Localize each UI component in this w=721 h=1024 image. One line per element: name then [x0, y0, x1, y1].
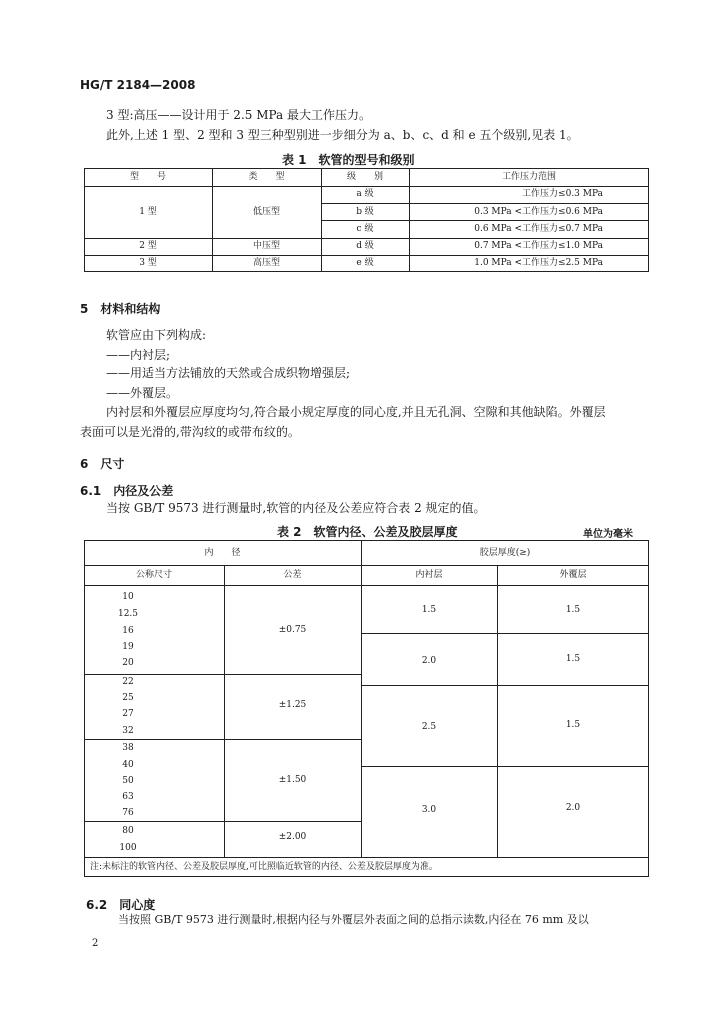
- table2-caption: 表 2 软管内径、公差及胶层厚度: [277, 525, 458, 539]
- nominal-size: 19: [122, 642, 134, 652]
- nominal-size: 100: [119, 843, 137, 853]
- nominal-size: 22: [122, 677, 134, 687]
- cover-thickness: 1.5: [565, 654, 581, 664]
- table2-col-lining: 内衬层: [415, 570, 443, 580]
- table2-header-thickness: 胶层厚度(≥): [479, 548, 531, 558]
- table1-header-grade: 级 别: [346, 172, 383, 182]
- lining-thickness: 1.5: [421, 605, 437, 615]
- section6-heading: 6 尺寸: [80, 457, 125, 471]
- table1-grade-d: d 级: [356, 241, 374, 251]
- section5-heading: 5 材料和结构: [80, 302, 161, 316]
- table1-model-2: 2 型: [139, 241, 157, 251]
- intro-line-2: 此外,上述 1 型、2 型和 3 型三种型别进一步细分为 a、b、c、d 和 e 五个级别,见表 1。: [106, 128, 579, 142]
- nominal-size: 38: [122, 743, 134, 753]
- section5-line-4: ——外覆层。: [106, 386, 179, 400]
- table2-unit: 单位为毫米: [583, 529, 633, 540]
- table1-caption: 表 1 软管的型号和级别: [282, 153, 415, 167]
- section5-line-2: ——内衬层;: [106, 348, 171, 362]
- nominal-size: 20: [122, 658, 134, 668]
- table1-grade-b: b 级: [356, 207, 374, 217]
- section62-text: 当按照 GB/T 9573 进行测量时,根据内径与外覆层外表面之间的总指示读数,内径在 76 mm 及以: [118, 913, 589, 926]
- table1-grade-a: a 级: [356, 189, 374, 199]
- table1-type-2: 中压型: [252, 241, 280, 251]
- section62-heading: 6.2 同心度: [86, 898, 156, 912]
- section5-line-3: ——用适当方法铺放的天然或合成织物增强层;: [106, 366, 351, 380]
- cover-thickness: 2.0: [565, 803, 581, 813]
- tolerance-value: ±1.25: [278, 700, 307, 710]
- table1-range-b: 0.3 MPa <工作压力≤0.6 MPa: [474, 207, 603, 217]
- table2-note: 注:未标注的软管内径、公差及胶层厚度,可比照临近软管的内径、公差及胶层厚度为准。: [90, 862, 438, 872]
- section5-line-5: 内衬层和外覆层应厚度均匀,符合最小规定厚度的同心度,并且无孔洞、空隙和其他缺陷。外覆层: [106, 405, 606, 419]
- table2-col-cover: 外覆层: [559, 570, 587, 580]
- nominal-size: 27: [122, 709, 134, 719]
- table1-range-c: 0.6 MPa <工作压力≤0.7 MPa: [474, 224, 603, 234]
- cover-thickness: 1.5: [565, 720, 581, 730]
- table1-grade-c: c 级: [356, 224, 374, 234]
- table1-type-1: 低压型: [252, 207, 280, 217]
- section61-text: 当按 GB/T 9573 进行测量时,软管的内径及公差应符合表 2 规定的值。: [106, 501, 486, 515]
- table2-header-inner: 内 径: [204, 548, 241, 558]
- table1-model-3: 3 型: [139, 258, 157, 268]
- page-number: 2: [92, 938, 99, 949]
- intro-line-1: 3 型:高压——设计用于 2.5 MPa 最大工作压力。: [106, 108, 371, 122]
- lining-thickness: 3.0: [421, 805, 437, 815]
- section5-line-6: 表面可以是光滑的,带沟纹的或带布纹的。: [80, 425, 300, 439]
- standard-code: HG/T 2184—2008: [80, 78, 196, 92]
- table2-col-tolerance: 公差: [283, 570, 302, 580]
- lining-thickness: 2.5: [421, 722, 437, 732]
- tolerance-value: ±0.75: [278, 625, 307, 635]
- nominal-size: 12.5: [117, 609, 139, 619]
- nominal-size: 32: [122, 726, 134, 736]
- table2-col-nominal: 公称尺寸: [135, 570, 172, 580]
- table1-range-e: 1.0 MPa <工作压力≤2.5 MPa: [474, 258, 603, 268]
- table1-range-a: 工作压力≤0.3 MPa: [522, 189, 603, 199]
- section5-line-1: 软管应由下列构成:: [106, 328, 207, 342]
- nominal-size: 25: [122, 693, 134, 703]
- table1-range-d: 0.7 MPa <工作压力≤1.0 MPa: [474, 241, 603, 251]
- tolerance-value: ±2.00: [278, 832, 307, 842]
- nominal-size: 76: [122, 808, 134, 818]
- section61-heading: 6.1 内径及公差: [80, 484, 174, 498]
- lining-thickness: 2.0: [421, 656, 437, 666]
- nominal-size: 40: [122, 760, 134, 770]
- table1-model-1: 1 型: [139, 207, 157, 217]
- table1-header-model: 型 号: [129, 172, 166, 182]
- nominal-size: 80: [122, 826, 134, 836]
- nominal-size: 63: [122, 792, 134, 802]
- nominal-size: 50: [122, 776, 134, 786]
- nominal-size: 10: [122, 592, 134, 602]
- table1-header-range: 工作压力范围: [501, 172, 556, 182]
- tolerance-value: ±1.50: [278, 775, 307, 785]
- nominal-size: 16: [122, 626, 134, 636]
- cover-thickness: 1.5: [565, 605, 581, 615]
- table1-grade-e: e 级: [356, 258, 374, 268]
- table1-header-type: 类 型: [248, 172, 285, 182]
- table1-type-3: 高压型: [252, 258, 280, 268]
